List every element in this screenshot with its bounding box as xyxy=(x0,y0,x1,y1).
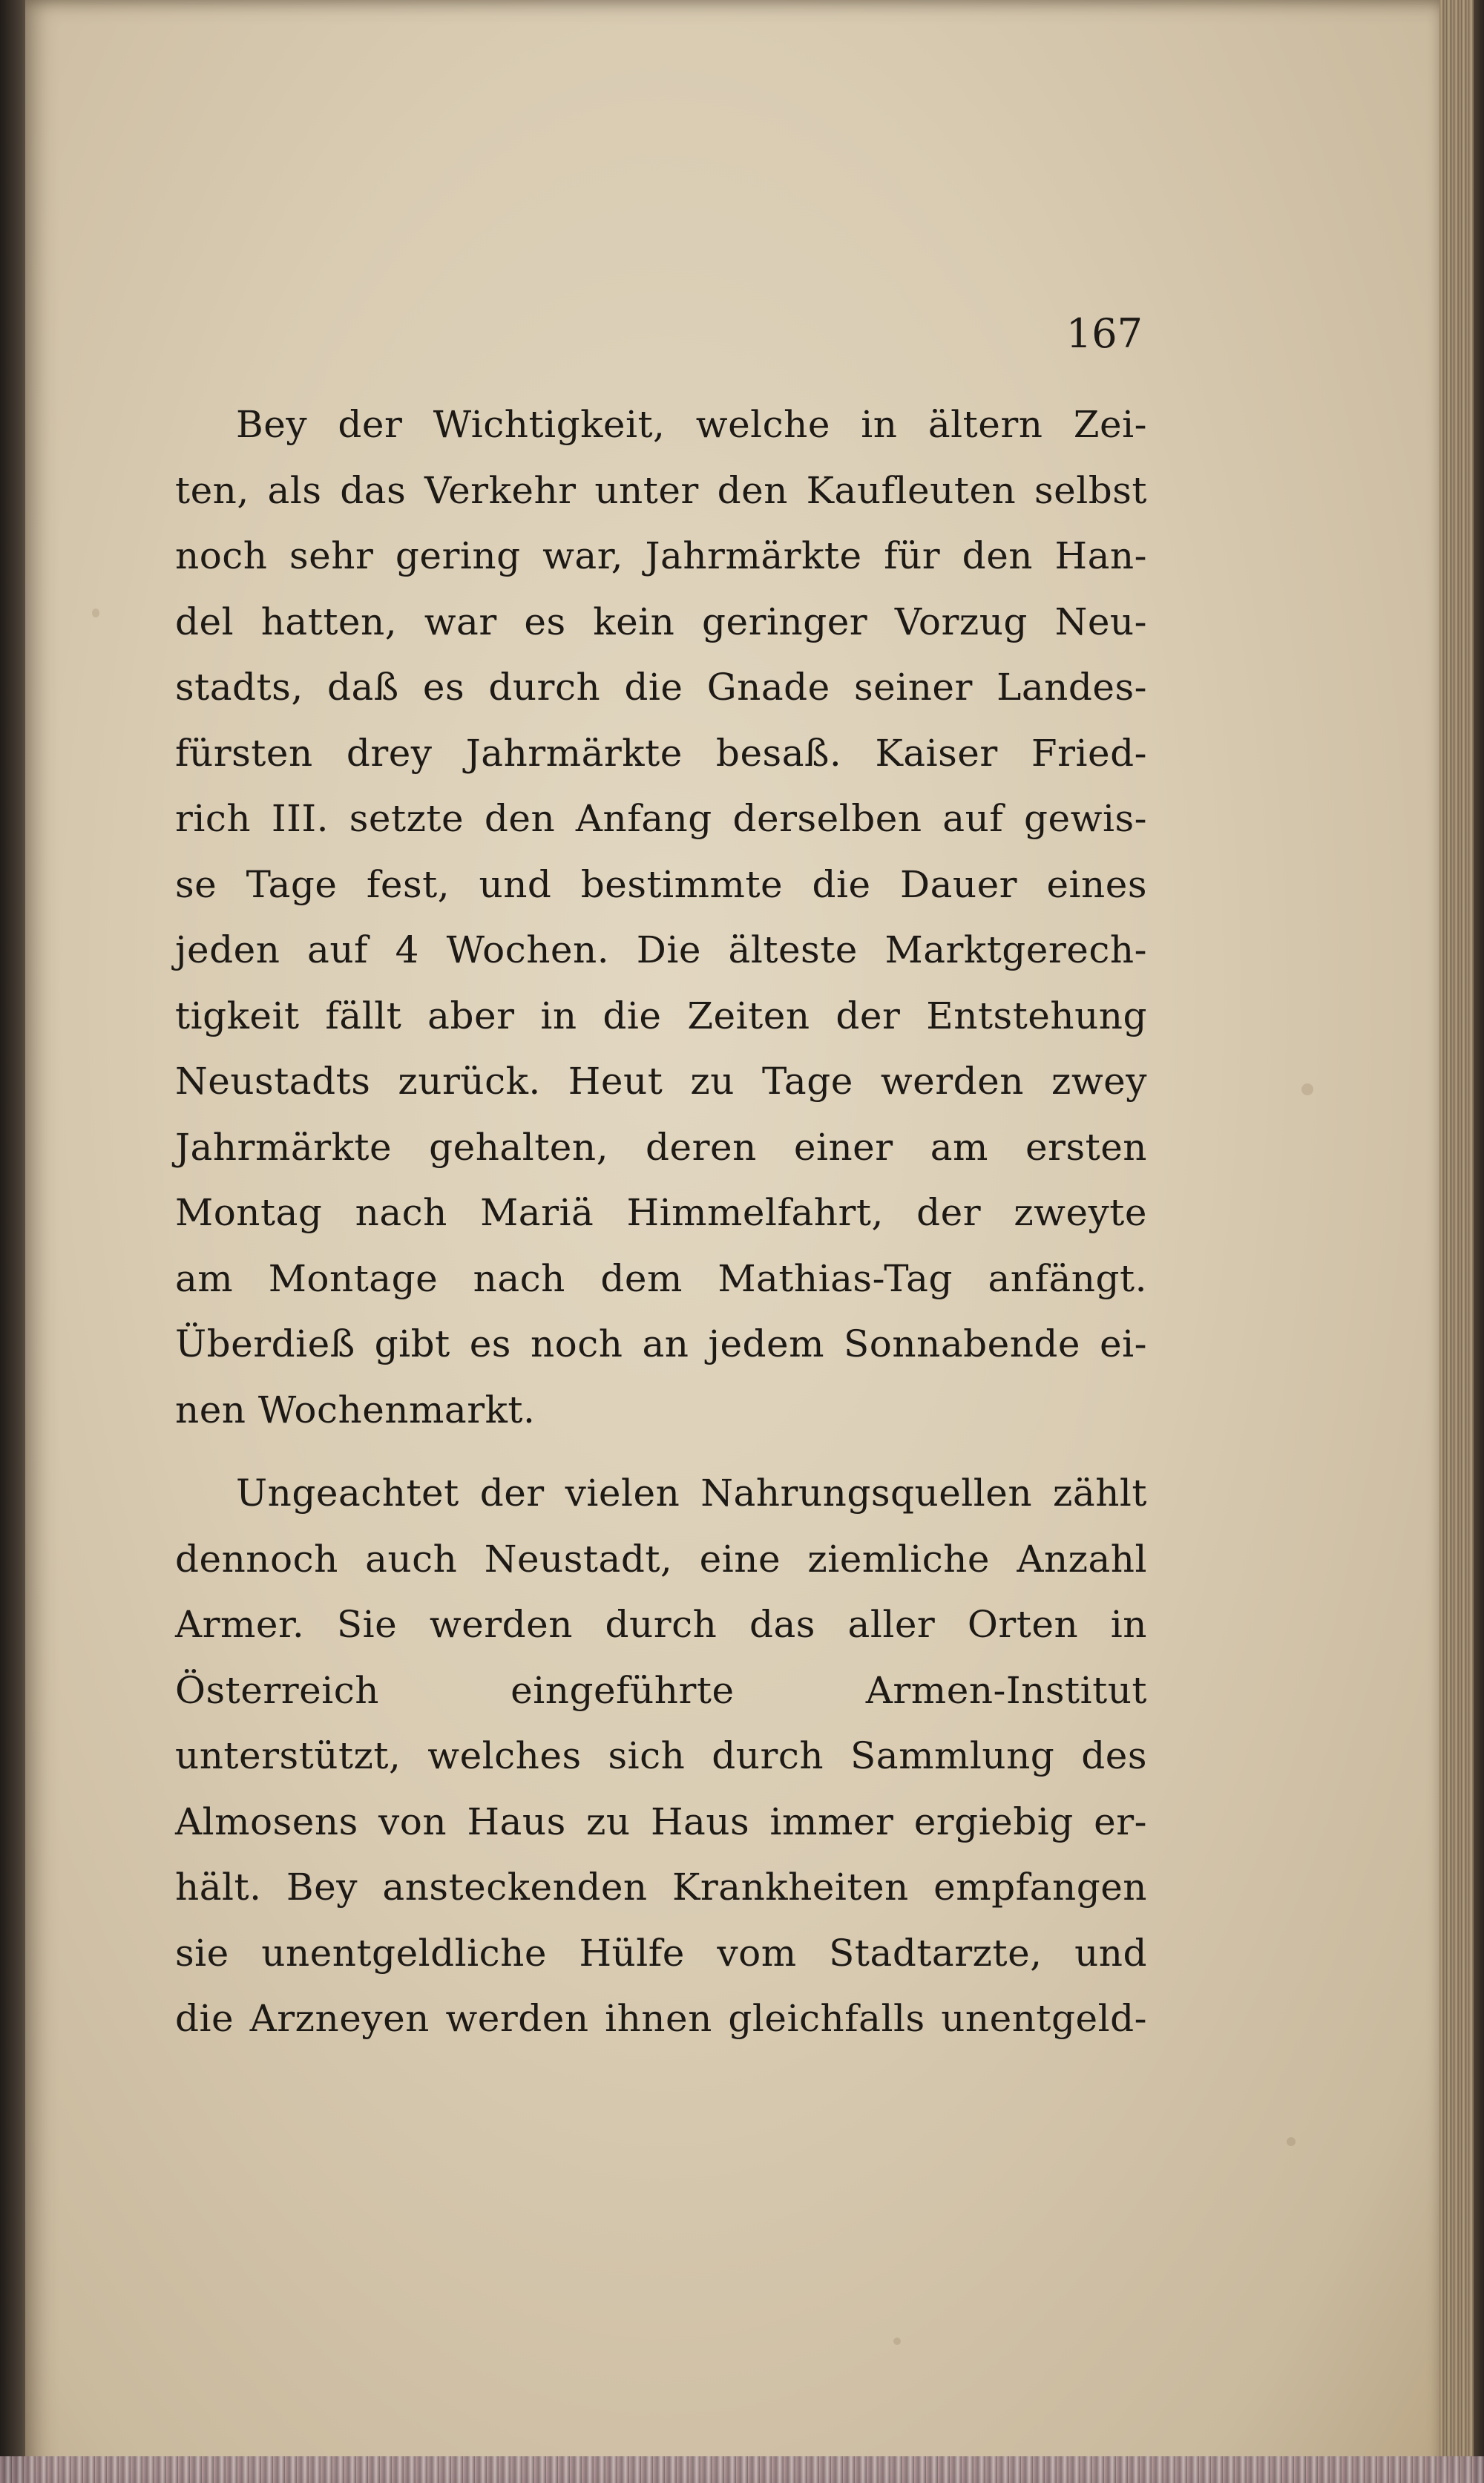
text-line: unterstützt, welches sich durch Sammlung des xyxy=(175,1734,1147,1777)
text-line: am Montage nach dem Mathias-Tag anfängt. xyxy=(175,1256,1147,1300)
page-edges xyxy=(1439,0,1484,2483)
text-line: tigkeit fällt aber in die Zeiten der Entstehung xyxy=(175,994,1147,1037)
text-line: Jahrmärkte gehalten, deren einer am ersten xyxy=(175,1125,1147,1169)
paragraph-1 xyxy=(175,392,1147,1443)
text-line: stadts, daß es durch die Gnade seiner Landes- xyxy=(175,666,1147,709)
text-line: jeden auf 4 Wochen. Die älteste Marktgerech- xyxy=(175,928,1147,971)
text-line: sie unentgeldliche Hülfe vom Stadtarzte, und xyxy=(175,1931,1147,1975)
text-line: Neustadts zurück. Heut zu Tage werden zwey xyxy=(175,1060,1147,1103)
foxing-spot xyxy=(893,2338,901,2345)
text-line: fürsten drey Jahrmärkte besaß. Kaiser Fried- xyxy=(175,731,1147,775)
paragraph-2 xyxy=(175,1460,1147,2052)
text-line: ten, als das Verkehr unter den Kaufleuten selbst xyxy=(175,468,1147,512)
text-line: Bey der Wichtigkeit, welche in ältern Zei- xyxy=(236,403,1147,446)
text-line: hält. Bey ansteckenden Krankheiten empfangen xyxy=(175,1866,1147,1909)
text-line: dennoch auch Neustadt, eine ziemliche Anzahl xyxy=(175,1537,1147,1581)
text-line: Österreich eingeführte Armen-Institut xyxy=(175,1668,1147,1712)
foxing-spot xyxy=(92,609,99,617)
text-line: Montag nach Mariä Himmelfahrt, der zweyte xyxy=(175,1191,1147,1234)
page-number: 167 xyxy=(1066,310,1143,357)
text-line: Ungeachtet der vielen Nahrungsquellen zählt xyxy=(236,1472,1147,1515)
text-line: se Tage fest, und bestimmte die Dauer eines xyxy=(175,862,1147,906)
text-line: die Arzneyen werden ihnen gleichfalls unentgeld- xyxy=(175,1997,1147,2040)
foxing-spot xyxy=(1301,1083,1313,1095)
text-line: Armer. Sie werden durch das aller Orten in xyxy=(175,1603,1147,1646)
foxing-spot xyxy=(1287,2137,1296,2146)
text-line: noch sehr gering war, Jahrmärkte für den Han- xyxy=(175,534,1147,577)
text-line: Almosens von Haus zu Haus immer ergiebig er- xyxy=(175,1800,1147,1843)
text-line: Überdieß gibt es noch an jedem Sonnabende ei- xyxy=(175,1322,1147,1365)
text-line: nen Wochenmarkt. xyxy=(175,1388,536,1431)
text-line: del hatten, war es kein geringer Vorzug Neu- xyxy=(175,600,1147,643)
text-line: rich III. setzte den Anfang derselben auf gewis- xyxy=(175,797,1147,840)
cloth-strip xyxy=(0,2456,1484,2483)
